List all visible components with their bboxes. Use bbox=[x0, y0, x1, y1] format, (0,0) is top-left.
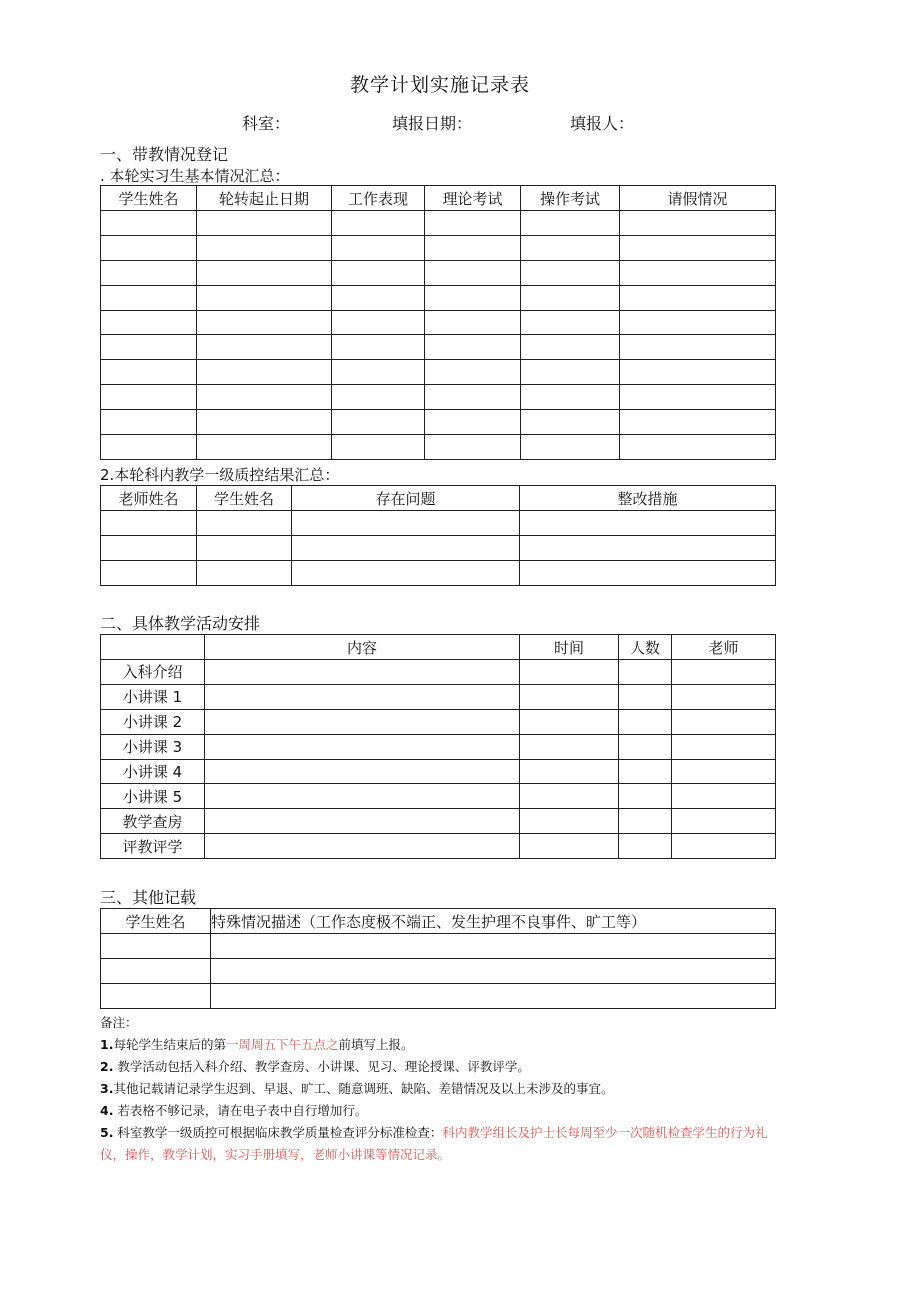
table-cell[interactable] bbox=[619, 809, 672, 834]
table-cell[interactable] bbox=[521, 435, 620, 460]
part2-title: 2.本轮科内教学一级质控结果汇总： bbox=[100, 466, 340, 484]
table-cell[interactable] bbox=[619, 709, 672, 734]
table-cell[interactable] bbox=[332, 385, 425, 410]
notes bbox=[100, 1012, 790, 1166]
activity-label: 入科介绍 bbox=[101, 660, 205, 685]
table-cell[interactable] bbox=[521, 235, 620, 260]
table-row bbox=[101, 260, 776, 285]
table-row bbox=[101, 959, 776, 984]
table-cell[interactable] bbox=[332, 285, 425, 310]
table-cell[interactable] bbox=[211, 934, 776, 959]
table-cell[interactable] bbox=[521, 360, 620, 385]
table-row bbox=[101, 410, 776, 435]
table-cell[interactable] bbox=[101, 385, 197, 410]
table-cell[interactable] bbox=[197, 310, 332, 335]
table-cell[interactable] bbox=[520, 834, 619, 859]
table-cell[interactable] bbox=[197, 435, 332, 460]
table-cell[interactable] bbox=[197, 235, 332, 260]
part1-title: . 本轮实习生基本情况汇总： bbox=[100, 167, 290, 185]
table-cell[interactable] bbox=[332, 410, 425, 435]
table-cell[interactable] bbox=[205, 709, 520, 734]
table-cell[interactable] bbox=[425, 385, 521, 410]
page-title: 教学计划实施记录表 bbox=[349, 74, 530, 96]
table-cell[interactable] bbox=[672, 834, 776, 859]
table-row bbox=[101, 211, 776, 236]
table-cell[interactable] bbox=[619, 784, 672, 809]
activity-table bbox=[100, 634, 776, 859]
table-cell[interactable] bbox=[521, 260, 620, 285]
table-cell[interactable] bbox=[521, 310, 620, 335]
note-5: 5. 科室教学一级质控可根据临床教学质量检查评分标准检查：科内教学组长及护士长每周至少一次随机检查学生的行为礼仪，操作，教学计划，实习手册填写，老师小讲课等情况记录。 bbox=[100, 1125, 768, 1162]
table-cell[interactable] bbox=[620, 260, 776, 285]
header-row bbox=[101, 909, 776, 934]
table-cell[interactable] bbox=[197, 335, 332, 360]
table-row bbox=[101, 934, 776, 959]
table-cell[interactable] bbox=[332, 435, 425, 460]
note-2: 2. 教学活动包括入科介绍、教学查房、小讲课、见习、理论授课、评教评学。 bbox=[100, 1059, 530, 1074]
table-cell[interactable] bbox=[620, 310, 776, 335]
header-cell: 存在问题 bbox=[292, 486, 520, 511]
header-cell: 老师姓名 bbox=[101, 486, 197, 511]
table-cell[interactable] bbox=[619, 734, 672, 759]
table-row bbox=[101, 285, 776, 310]
header-cell: 工作表现 bbox=[332, 186, 425, 211]
table-cell[interactable] bbox=[197, 260, 332, 285]
table-cell[interactable] bbox=[197, 211, 332, 236]
table-cell[interactable] bbox=[620, 435, 776, 460]
date-label: 填报日期： bbox=[392, 114, 473, 133]
table-row bbox=[101, 561, 776, 586]
header-cell: 内容 bbox=[205, 635, 520, 660]
table-cell[interactable] bbox=[197, 385, 332, 410]
header-cell: 操作考试 bbox=[521, 186, 620, 211]
table-cell[interactable] bbox=[620, 211, 776, 236]
table-row bbox=[101, 759, 776, 784]
table-cell[interactable] bbox=[619, 834, 672, 859]
table-row bbox=[101, 385, 776, 410]
table-cell[interactable] bbox=[101, 511, 197, 536]
notes-label: 备注： bbox=[100, 1015, 138, 1030]
table-cell[interactable] bbox=[332, 335, 425, 360]
table-cell[interactable] bbox=[620, 410, 776, 435]
table-cell[interactable] bbox=[101, 260, 197, 285]
activity-label: 小讲课 5 bbox=[101, 784, 205, 809]
table-row bbox=[101, 360, 776, 385]
table-row bbox=[101, 235, 776, 260]
header-row bbox=[101, 486, 776, 511]
table-cell[interactable] bbox=[101, 235, 197, 260]
table-cell[interactable] bbox=[332, 360, 425, 385]
table-cell[interactable] bbox=[619, 684, 672, 709]
table-cell[interactable] bbox=[425, 410, 521, 435]
table-cell[interactable] bbox=[425, 211, 521, 236]
table-cell[interactable] bbox=[520, 561, 776, 586]
table-cell[interactable] bbox=[292, 511, 520, 536]
table-cell[interactable] bbox=[101, 435, 197, 460]
table-cell[interactable] bbox=[521, 285, 620, 310]
header-row bbox=[101, 186, 776, 211]
table-cell[interactable] bbox=[520, 536, 776, 561]
table-cell[interactable] bbox=[101, 310, 197, 335]
header-cell: 特殊情况描述（工作态度极不端正、发生护理不良事件、旷工等） bbox=[211, 909, 776, 934]
note-4: 4. 若表格不够记录，请在电子表中自行增加行。 bbox=[100, 1103, 368, 1118]
dept-label: 科室： bbox=[242, 114, 291, 133]
table-cell[interactable] bbox=[205, 660, 520, 685]
other-records-table bbox=[100, 908, 776, 1009]
table-cell[interactable] bbox=[332, 235, 425, 260]
table-cell[interactable] bbox=[205, 684, 520, 709]
table-row bbox=[101, 536, 776, 561]
activity-label: 教学查房 bbox=[101, 809, 205, 834]
table-cell[interactable] bbox=[101, 285, 197, 310]
table-cell[interactable] bbox=[620, 360, 776, 385]
table-cell[interactable] bbox=[101, 536, 197, 561]
table-cell[interactable] bbox=[425, 435, 521, 460]
table-cell[interactable] bbox=[101, 561, 197, 586]
section1-heading: 一、带教情况登记 bbox=[100, 145, 229, 164]
table-cell[interactable] bbox=[521, 385, 620, 410]
table-cell[interactable] bbox=[101, 959, 211, 984]
table-cell[interactable] bbox=[672, 784, 776, 809]
table-row bbox=[101, 660, 776, 685]
table-cell[interactable] bbox=[101, 335, 197, 360]
activity-label: 小讲课 2 bbox=[101, 709, 205, 734]
student-summary-table bbox=[100, 185, 776, 460]
reporter-label: 填报人： bbox=[570, 114, 635, 133]
table-cell[interactable] bbox=[521, 410, 620, 435]
table-cell[interactable] bbox=[619, 660, 672, 685]
quality-control-table bbox=[100, 485, 776, 586]
table-cell[interactable] bbox=[211, 959, 776, 984]
table-cell[interactable] bbox=[101, 410, 197, 435]
table-cell[interactable] bbox=[620, 285, 776, 310]
table-cell[interactable] bbox=[521, 335, 620, 360]
table-cell[interactable] bbox=[332, 211, 425, 236]
header-cell: 理论考试 bbox=[425, 186, 521, 211]
table-cell[interactable] bbox=[205, 734, 520, 759]
table-cell[interactable] bbox=[332, 310, 425, 335]
table-cell[interactable] bbox=[619, 759, 672, 784]
table-row bbox=[101, 809, 776, 834]
table-cell[interactable] bbox=[292, 561, 520, 586]
table-cell[interactable] bbox=[101, 934, 211, 959]
header-cell: 学生姓名 bbox=[101, 186, 197, 211]
table-cell[interactable] bbox=[205, 809, 520, 834]
activity-label: 小讲课 4 bbox=[101, 759, 205, 784]
activity-label: 小讲课 1 bbox=[101, 684, 205, 709]
table-row bbox=[101, 734, 776, 759]
table-row bbox=[101, 310, 776, 335]
header-cell: 轮转起止日期 bbox=[197, 186, 332, 211]
table-cell[interactable] bbox=[292, 536, 520, 561]
table-cell[interactable] bbox=[520, 734, 619, 759]
table-row bbox=[101, 984, 776, 1009]
table-cell[interactable] bbox=[672, 684, 776, 709]
header-cell: 学生姓名 bbox=[101, 909, 211, 934]
table-cell[interactable] bbox=[211, 984, 776, 1009]
table-cell[interactable] bbox=[620, 235, 776, 260]
table-cell[interactable] bbox=[520, 511, 776, 536]
table-cell[interactable] bbox=[672, 809, 776, 834]
table-row bbox=[101, 784, 776, 809]
header-row bbox=[101, 635, 776, 660]
table-cell[interactable] bbox=[520, 759, 619, 784]
table-cell[interactable] bbox=[425, 360, 521, 385]
table-cell[interactable] bbox=[332, 260, 425, 285]
table-row bbox=[101, 511, 776, 536]
section2-heading: 二、具体教学活动安排 bbox=[100, 614, 261, 633]
table-cell[interactable] bbox=[197, 561, 292, 586]
header-cell: 整改措施 bbox=[520, 486, 776, 511]
header-cell: 人数 bbox=[619, 635, 672, 660]
table-cell[interactable] bbox=[205, 784, 520, 809]
table-cell[interactable] bbox=[520, 709, 619, 734]
table-cell[interactable] bbox=[520, 784, 619, 809]
header-cell: 学生姓名 bbox=[197, 486, 292, 511]
table-cell[interactable] bbox=[425, 260, 521, 285]
activity-label: 小讲课 3 bbox=[101, 734, 205, 759]
table-cell[interactable] bbox=[425, 235, 521, 260]
section3-heading: 三、其他记载 bbox=[100, 888, 197, 907]
table-cell[interactable] bbox=[520, 684, 619, 709]
table-cell[interactable] bbox=[205, 759, 520, 784]
table-cell[interactable] bbox=[197, 536, 292, 561]
note-1: 1.每轮学生结束后的第一周周五下午五点之前填写上报。 bbox=[100, 1037, 414, 1052]
header-cell: 老师 bbox=[672, 635, 776, 660]
header-cell: 时间 bbox=[520, 635, 619, 660]
activity-label: 评教评学 bbox=[101, 834, 205, 859]
note-3: 3.其他记载请记录学生迟到、早退、旷工、随意调班、缺陷、差错情况及以上未涉及的事宜。 bbox=[100, 1081, 614, 1096]
table-cell[interactable] bbox=[521, 211, 620, 236]
table-cell[interactable] bbox=[101, 360, 197, 385]
table-cell[interactable] bbox=[672, 734, 776, 759]
table-cell[interactable] bbox=[425, 310, 521, 335]
table-cell[interactable] bbox=[101, 984, 211, 1009]
header-cell: 请假情况 bbox=[620, 186, 776, 211]
table-cell[interactable] bbox=[197, 360, 332, 385]
table-cell[interactable] bbox=[620, 385, 776, 410]
table-cell[interactable] bbox=[425, 285, 521, 310]
table-cell[interactable] bbox=[425, 335, 521, 360]
table-cell[interactable] bbox=[672, 709, 776, 734]
table-cell[interactable] bbox=[672, 660, 776, 685]
table-row bbox=[101, 709, 776, 734]
table-row bbox=[101, 335, 776, 360]
table-cell[interactable] bbox=[520, 660, 619, 685]
table-cell[interactable] bbox=[197, 410, 332, 435]
table-cell[interactable] bbox=[672, 759, 776, 784]
table-cell[interactable] bbox=[620, 335, 776, 360]
table-cell[interactable] bbox=[197, 285, 332, 310]
table-row bbox=[101, 834, 776, 859]
table-row bbox=[101, 684, 776, 709]
table-cell[interactable] bbox=[205, 834, 520, 859]
table-cell[interactable] bbox=[101, 211, 197, 236]
header-cell bbox=[101, 635, 205, 660]
table-row bbox=[101, 435, 776, 460]
table-cell[interactable] bbox=[520, 809, 619, 834]
table-cell[interactable] bbox=[197, 511, 292, 536]
